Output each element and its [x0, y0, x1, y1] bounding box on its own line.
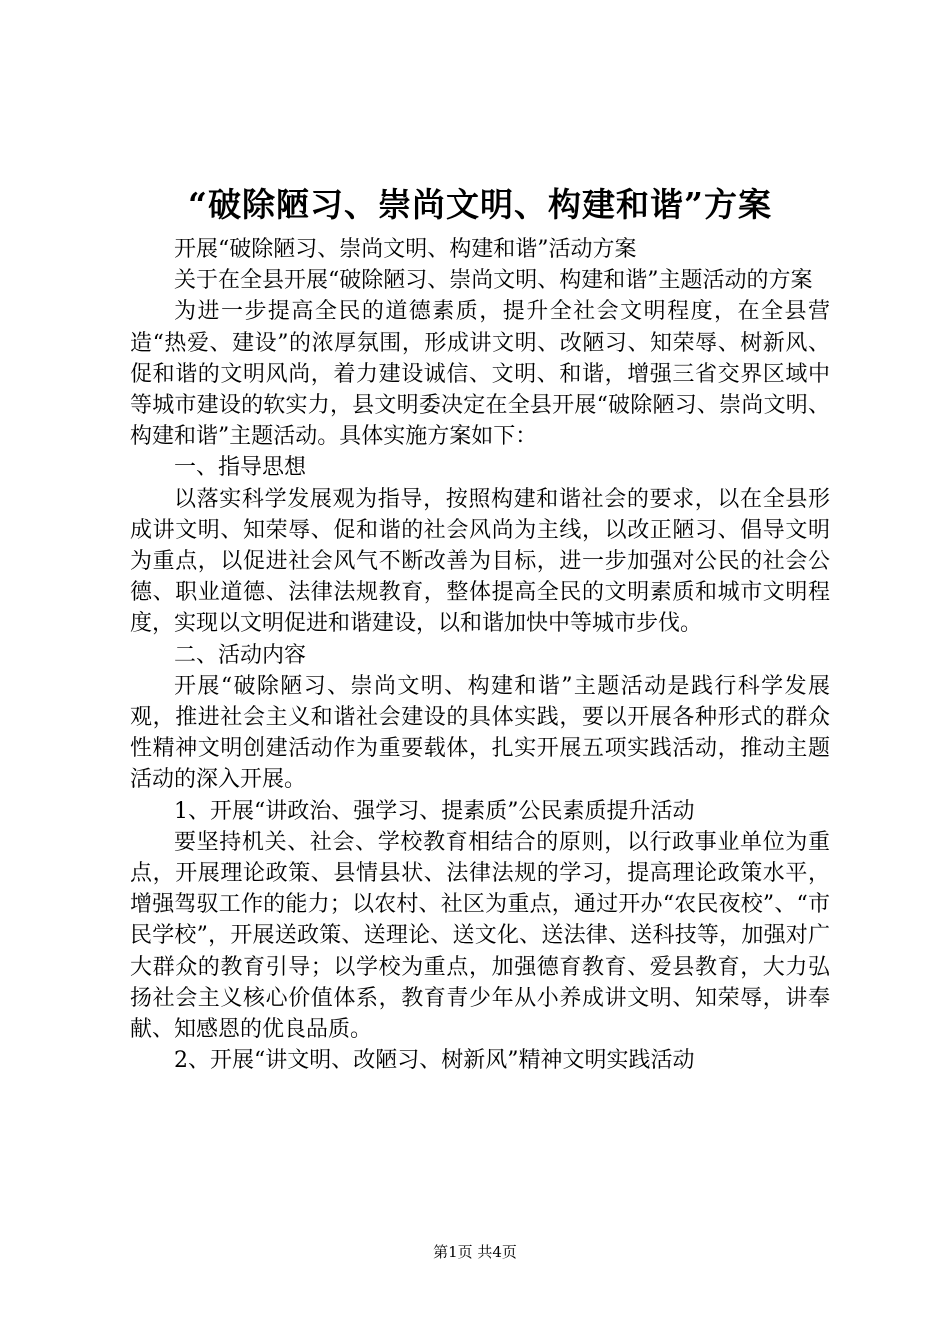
- document-page: [130, 0, 830, 1344]
- document-body: [130, 234, 830, 1076]
- section-heading-activity-content: 二、活动内容: [174, 642, 307, 668]
- paragraph-guiding-thought: 以落实科学发展观为指导，按照构建和谐社会的要求，以在全县形成讲文明、知荣辱、促和谐的社会风尚为主线，以改正陋习、倡导文明为重点，以促进社会风气不断改善为目标，进一步加强对公民的社会公德、职业道德、法律法规教育，整体提高全民的文明素质和城市文明程度，实现以文明促进和谐建设，以和谐加快中等城市步伐。: [130, 486, 830, 637]
- paragraph-activity-content: 开展“破除陋习、崇尚文明、构建和谐”主题活动是践行科学发展观，推进社会主义和谐社会建设的具体实践，要以开展各种形式的群众性精神文明创建活动作为重要载体，扎实开展五项实践活动，推动主题活动的深入开展。: [130, 673, 830, 793]
- document-title: “破除陋习、崇尚文明、构建和谐”方案: [188, 185, 772, 224]
- paragraph-intro: 为进一步提高全民的道德素质，提升全社会文明程度，在全县营造“热爱、建设”的浓厚氛围，形成讲文明、改陋习、知荣辱、树新风、促和谐的文明风尚，着力建设诚信、文明、和谐，增强三省交界区域中等城市建设的软实力，县文明委决定在全县开展“破除陋习、崇尚文明、构建和谐”主题活动。具体实施方案如下：: [130, 299, 830, 450]
- paragraph-plan-subtitle: 关于在全县开展“破除陋习、崇尚文明、构建和谐”主题活动的方案: [174, 268, 813, 294]
- section-heading-guiding-thought: 一、指导思想: [174, 455, 307, 481]
- paragraph-activity-plan-heading: 开展“破除陋习、崇尚文明、构建和谐”活动方案: [174, 237, 637, 262]
- subsection-heading-2: 2、开展“讲文明、改陋习、树新风”精神文明实践活动: [174, 1048, 695, 1074]
- subsection-heading-1: 1、开展“讲政治、强学习、提素质”公民素质提升活动: [174, 798, 695, 824]
- page-footer: 第1页 共4页: [433, 1243, 517, 1261]
- paragraph-subsection-1: 要坚持机关、社会、学校教育相结合的原则，以行政事业单位为重点，开展理论政策、县情县状、法律法规的学习，提高理论政策水平，增强驾驭工作的能力；以农村、社区为重点，通过开办“农民夜校”、“市民学校”，开展送政策、送理论、送文化、送法律、送科技等，加强对广大群众的教育引导；以学校为重点，加强德育教育、爱县教育，大力弘扬社会主义核心价值体系，教育青少年从小养成讲文明、知荣辱，讲奉献、知感恩的优良品质。: [130, 829, 830, 1043]
